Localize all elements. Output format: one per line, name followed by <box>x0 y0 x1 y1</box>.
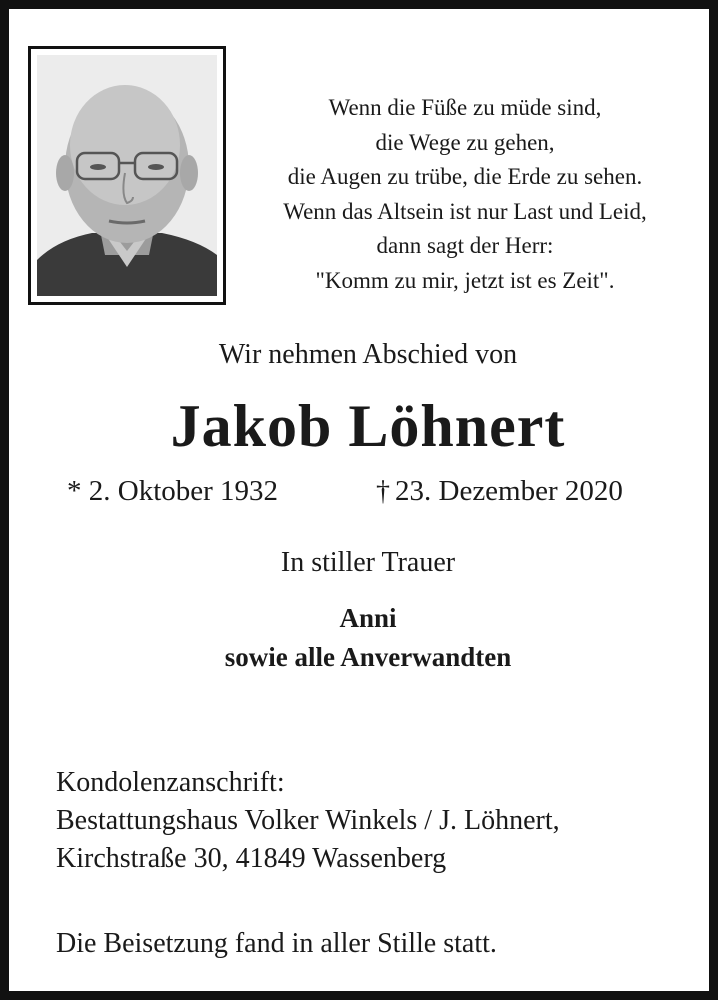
death-date-block <box>376 475 623 508</box>
portrait-image <box>37 55 217 296</box>
condolence-address <box>56 764 560 878</box>
poem-line: die Augen zu trübe, die Erde zu sehen. <box>287 164 643 189</box>
poem-line: "Komm zu mir, jetzt ist es Zeit". <box>315 267 615 293</box>
family-line: sowie alle Anverwandten <box>224 642 512 672</box>
condolence-line: Kondolenzanschrift: <box>56 767 285 798</box>
condolence-line: Bestattungshaus Volker Winkels / J. Löhnert, <box>56 805 560 836</box>
poem-line: dann sagt der Herr: <box>376 233 554 258</box>
poem <box>227 91 703 298</box>
farewell-intro: Wir nehmen Abschied von <box>218 339 518 370</box>
family-names <box>9 599 718 677</box>
poem-line: Wenn die Füße zu müde sind, <box>328 95 602 120</box>
cross-icon: † <box>376 476 390 507</box>
burial-note: Die Beisetzung fand in aller Stille statt. <box>56 928 497 959</box>
mourning-text: In stiller Trauer <box>280 547 456 578</box>
condolence-line: Kirchstraße 30, 41849 Wassenberg <box>56 843 447 874</box>
portrait-photo <box>37 55 217 296</box>
portrait-frame <box>28 46 226 305</box>
poem-line: die Wege zu gehen, <box>375 129 555 155</box>
deceased-name: Jakob Löhnert <box>170 393 566 459</box>
poem-line: Wenn das Altsein ist nur Last und Leid, <box>283 198 647 224</box>
death-date: 23. Dezember 2020 <box>395 475 623 507</box>
family-line: Anni <box>339 603 397 633</box>
birth-date: * 2. Oktober 1932 <box>67 475 279 507</box>
